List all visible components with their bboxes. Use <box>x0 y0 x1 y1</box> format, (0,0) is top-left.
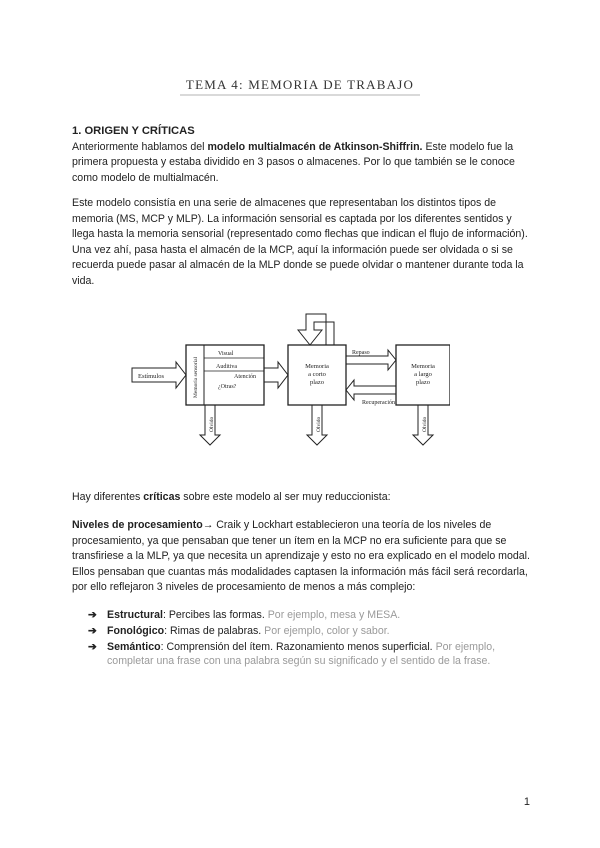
paragraph-criticas: Hay diferentes críticas sobre este modelo al ser muy reduccionista: <box>72 491 391 503</box>
olvido-arrow-mcp <box>307 405 327 445</box>
mcp-label-2: a corto <box>308 371 326 378</box>
atencion-arrow-shape <box>264 362 288 388</box>
bullet-arrow-icon: ➔ <box>88 625 97 637</box>
atencion-label: Atención <box>234 374 256 380</box>
paragraph-niveles: Niveles de procesamiento→ Craik y Lockhart establecieron una teoría de los niveles de procesamiento, ya que pensaban que tener un ítem en la MCP no era suficiente para que se transfiriese a la MLP, ya que necesita un aprendizaje y esto no era explicado en el modelo modal. Ellos pensaban que cuantas más modalidades captasen la información más fácil será recordarla, por ello reflejaron 3 niveles de procesamiento de menos a más complejo: <box>72 519 530 594</box>
bullet-arrow-icon: ➔ <box>88 641 97 653</box>
loop-arrow <box>298 314 334 345</box>
svg-text:Olvido: Olvido <box>422 416 428 432</box>
visual-label: Visual <box>218 351 234 357</box>
auditiva-label: Auditiva <box>216 364 237 370</box>
mcp-label-1: Memoria <box>305 363 329 370</box>
svg-text:Olvido: Olvido <box>209 416 215 432</box>
mlp-label-1: Memoria <box>411 363 435 370</box>
mlp-label-3: plazo <box>415 379 431 386</box>
olvido-arrow-ms <box>200 405 220 445</box>
otras-label: ¿Otras? <box>218 384 237 390</box>
paragraph-intro: Anteriormente hablamos del modelo multialmacén de Atkinson-Shiffrin. Este modelo fue la primera propuesta y estaba dividido en 3 pasos o almacenes. Por lo que también se le conoce como modelo de multialmacén. <box>72 140 515 184</box>
section-origen <box>72 124 532 186</box>
repaso-label: Repaso <box>352 350 370 356</box>
estimulos-label: Estímulos <box>138 373 165 380</box>
page-number: 1 <box>523 796 530 808</box>
multistore-diagram <box>130 300 450 450</box>
section-heading: 1. ORIGEN Y CRÍTICAS <box>72 125 195 137</box>
memoria-sensorial-label: Memoria sensorial <box>193 356 199 398</box>
page-title: TEMA 4: MEMORIA DE TRABAJO <box>0 76 600 94</box>
mlp-label-2: a largo <box>414 371 432 378</box>
recuperacion-label: Recuperación <box>362 400 395 406</box>
mcp-label-3: plazo <box>309 379 325 386</box>
recuperacion-arrow <box>346 380 396 400</box>
svg-text:Olvido: Olvido <box>316 416 322 432</box>
paragraph-modelo: Este modelo consistía en una serie de almacenes que representaban los distintos tipos de memoria (MS, MCP y MLP). La información sensorial es captada por los diferentes sentidos y llega hasta la memoria sensorial (representado como flechas que indican el flujo de información). Una vez ahí, pasa hasta el almacén de la MCP, aquí la información puede ser olvidada o si se recuerda puede pasar al almacén de la MLP donde se puede olvidar o mantener durante toda la vida. <box>72 197 528 287</box>
bullet-arrow-icon: ➔ <box>88 609 97 621</box>
olvido-arrow-mlp <box>413 405 433 445</box>
